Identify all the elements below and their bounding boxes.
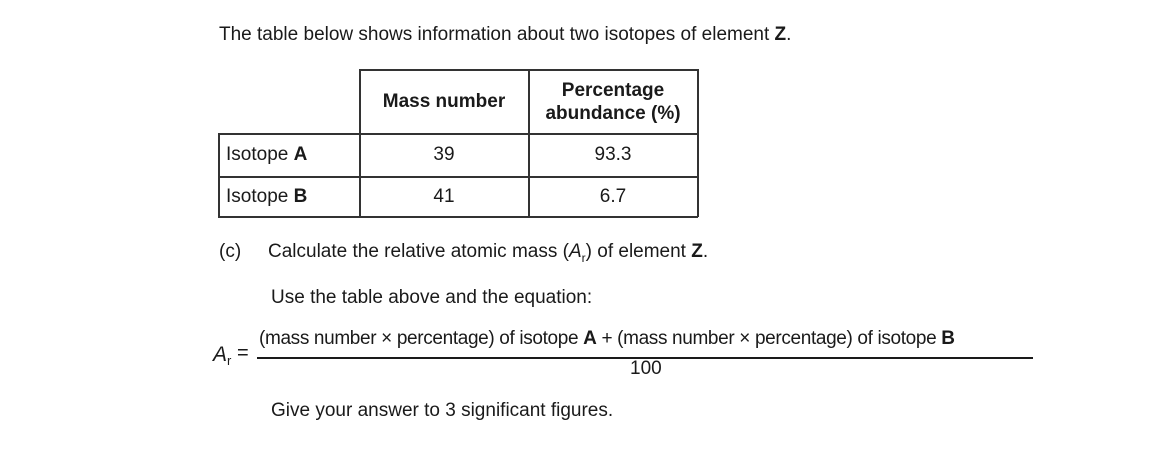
equation-lhs: Ar	[213, 343, 232, 368]
equation-denominator: 100	[630, 358, 662, 379]
element-z: Z	[774, 24, 787, 45]
row-label-isotope-a: Isotope A	[226, 144, 308, 165]
cell-abundance-b: 6.7	[599, 185, 627, 207]
cell-abundance-a: 93.3	[594, 144, 632, 165]
cell-mass-number-a: 39	[433, 144, 455, 165]
header-mass-number: Mass number	[382, 91, 506, 112]
cell-mass-number-b: 41	[433, 185, 455, 207]
question-text: Calculate the relative atomic mass $(A_r)$ of element Z.	[268, 241, 709, 265]
instruction-text: Use the table above and the equation:	[271, 287, 593, 308]
intro-text: The table below shows information about two isotopes of element Z.	[219, 24, 792, 45]
final-instruction: Give your answer to 3 significant figures.	[271, 400, 614, 421]
equation-numerator: (mass number × percentage) of isotope A + (mass number × percentage) of isotope B	[259, 328, 955, 349]
header-percentage-abundance: Percentage abundance (%)	[545, 79, 681, 124]
part-label: (c)	[219, 241, 242, 262]
equals-sign: =	[237, 342, 249, 364]
row-label-isotope-b: Isotope B	[226, 185, 308, 207]
